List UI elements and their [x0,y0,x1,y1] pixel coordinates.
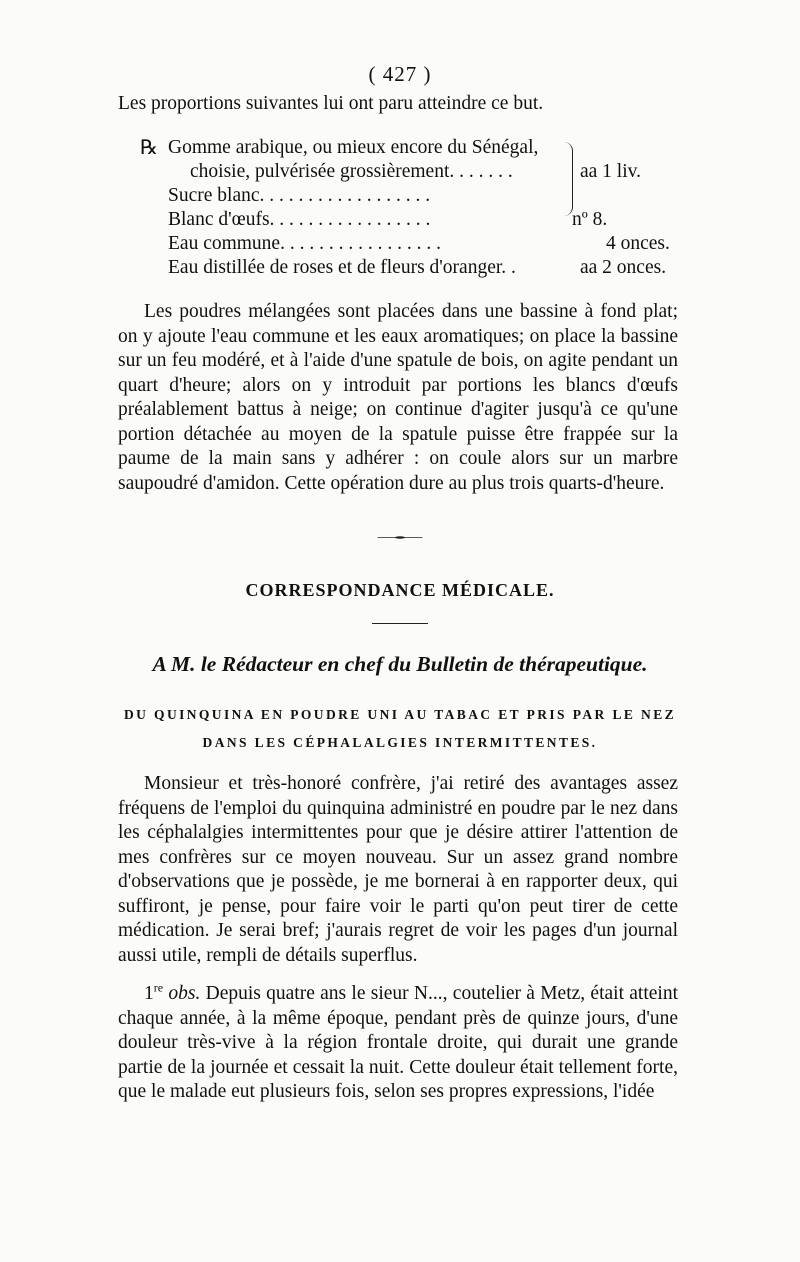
recipe-item-text: Blanc d'œufs. . . . . . . . . . . . . . . . . [168,209,431,230]
section-title: CORRESPONDANCE MÉDICALE. [245,580,555,600]
recipe-item-qty: 4 onces. [606,233,670,254]
recipe-brace [564,142,573,216]
procedure-paragraph: Les poudres mélangées sont placées dans une bassine à fond plat; on y ajoute l'eau commune et les eaux aromatiques; on place la bassine sur un feu modéré, et à l'aide d'une spatule de bois, on agite pendant un quart d'heure; alors on y introduit par portions les blancs d'œufs préalablement battus à neige; on continue d'agiter jusqu'à ce qu'une portion détachée au moyen de la spatule puisse être frappée sur la paume de la main sans y adhérer : on coule alors sur un marbre saupoudré d'amidon. Cette opération dure au plus trois quarts-d'heure. [118,301,678,494]
observation-number: 1 [144,983,154,1004]
recipe-item-text: Gomme arabique, ou mieux encore du Sénégal, [168,137,539,158]
observation-text: Depuis quatre ans le sieur N..., coutelier à Metz, était atteint chaque année, à la même époque, pendant près de quinze jours, d'une douleur très-vive à la région frontale droite, qui durait une grande partie de la journée et cessait la nuit. Cette douleur était tellement forte, que le malade eut plusieurs fois, selon ses propres expressions, l'idée [118,983,679,1102]
recipe-item-qty: aa 2 onces. [580,257,667,278]
recipe-item-text: choisie, pulvérisée grossièrement. . . . . . . [190,161,513,182]
observation-paragraph [118,982,678,1105]
recipe-item-text: Eau distillée de roses et de fleurs d'oranger. . [168,257,516,278]
recipe-item-text: Eau commune. . . . . . . . . . . . . . . . . [168,233,441,254]
recipe-item-qty: aa 1 liv. [580,161,642,182]
observation-superscript: re [153,980,164,995]
article-subtitle-line-1: DU QUINQUINA EN POUDRE UNI AU TABAC ET PRIS PAR LE NEZ [123,707,677,722]
recipe-item-text: Sucre blanc. . . . . . . . . . . . . . . . . . [168,185,431,206]
short-rule [372,623,428,624]
letter-paragraph: Monsieur et très-honoré confrère, j'ai retiré des avantages assez fréquens de l'emploi du quinquina administré en poudre par le nez dans les céphalalgies intermittentes pour que je désire attirer l'attention de mes confrères sur ce moyen nouveau. Sur un assez grand nombre d'observations que je possède, je me bornerai à en rapporter deux, qui suffiront, je pense, pour faire voir le parti qu'on peut tirer de cette médication. Je serai bref; j'aurais regret de voir les pages d'un journal aussi utile, rempli de détails superflus. [118,773,678,966]
page-number: ( 427 ) [368,62,432,86]
intro-line: Les proportions suivantes lui ont paru atteindre ce but. [118,93,544,114]
letter-heading: A M. le Rédacteur en chef du Bulletin de thérapeutique. [152,652,648,676]
observation-label: obs. [168,983,201,1004]
ornamental-divider [355,536,445,539]
recipe-symbol: ℞ [140,137,158,159]
recipe-item-qty: nº 8. [572,209,608,230]
article-subtitle-line-2: DANS LES CÉPHALALGIES INTERMITTENTES. [202,735,598,750]
